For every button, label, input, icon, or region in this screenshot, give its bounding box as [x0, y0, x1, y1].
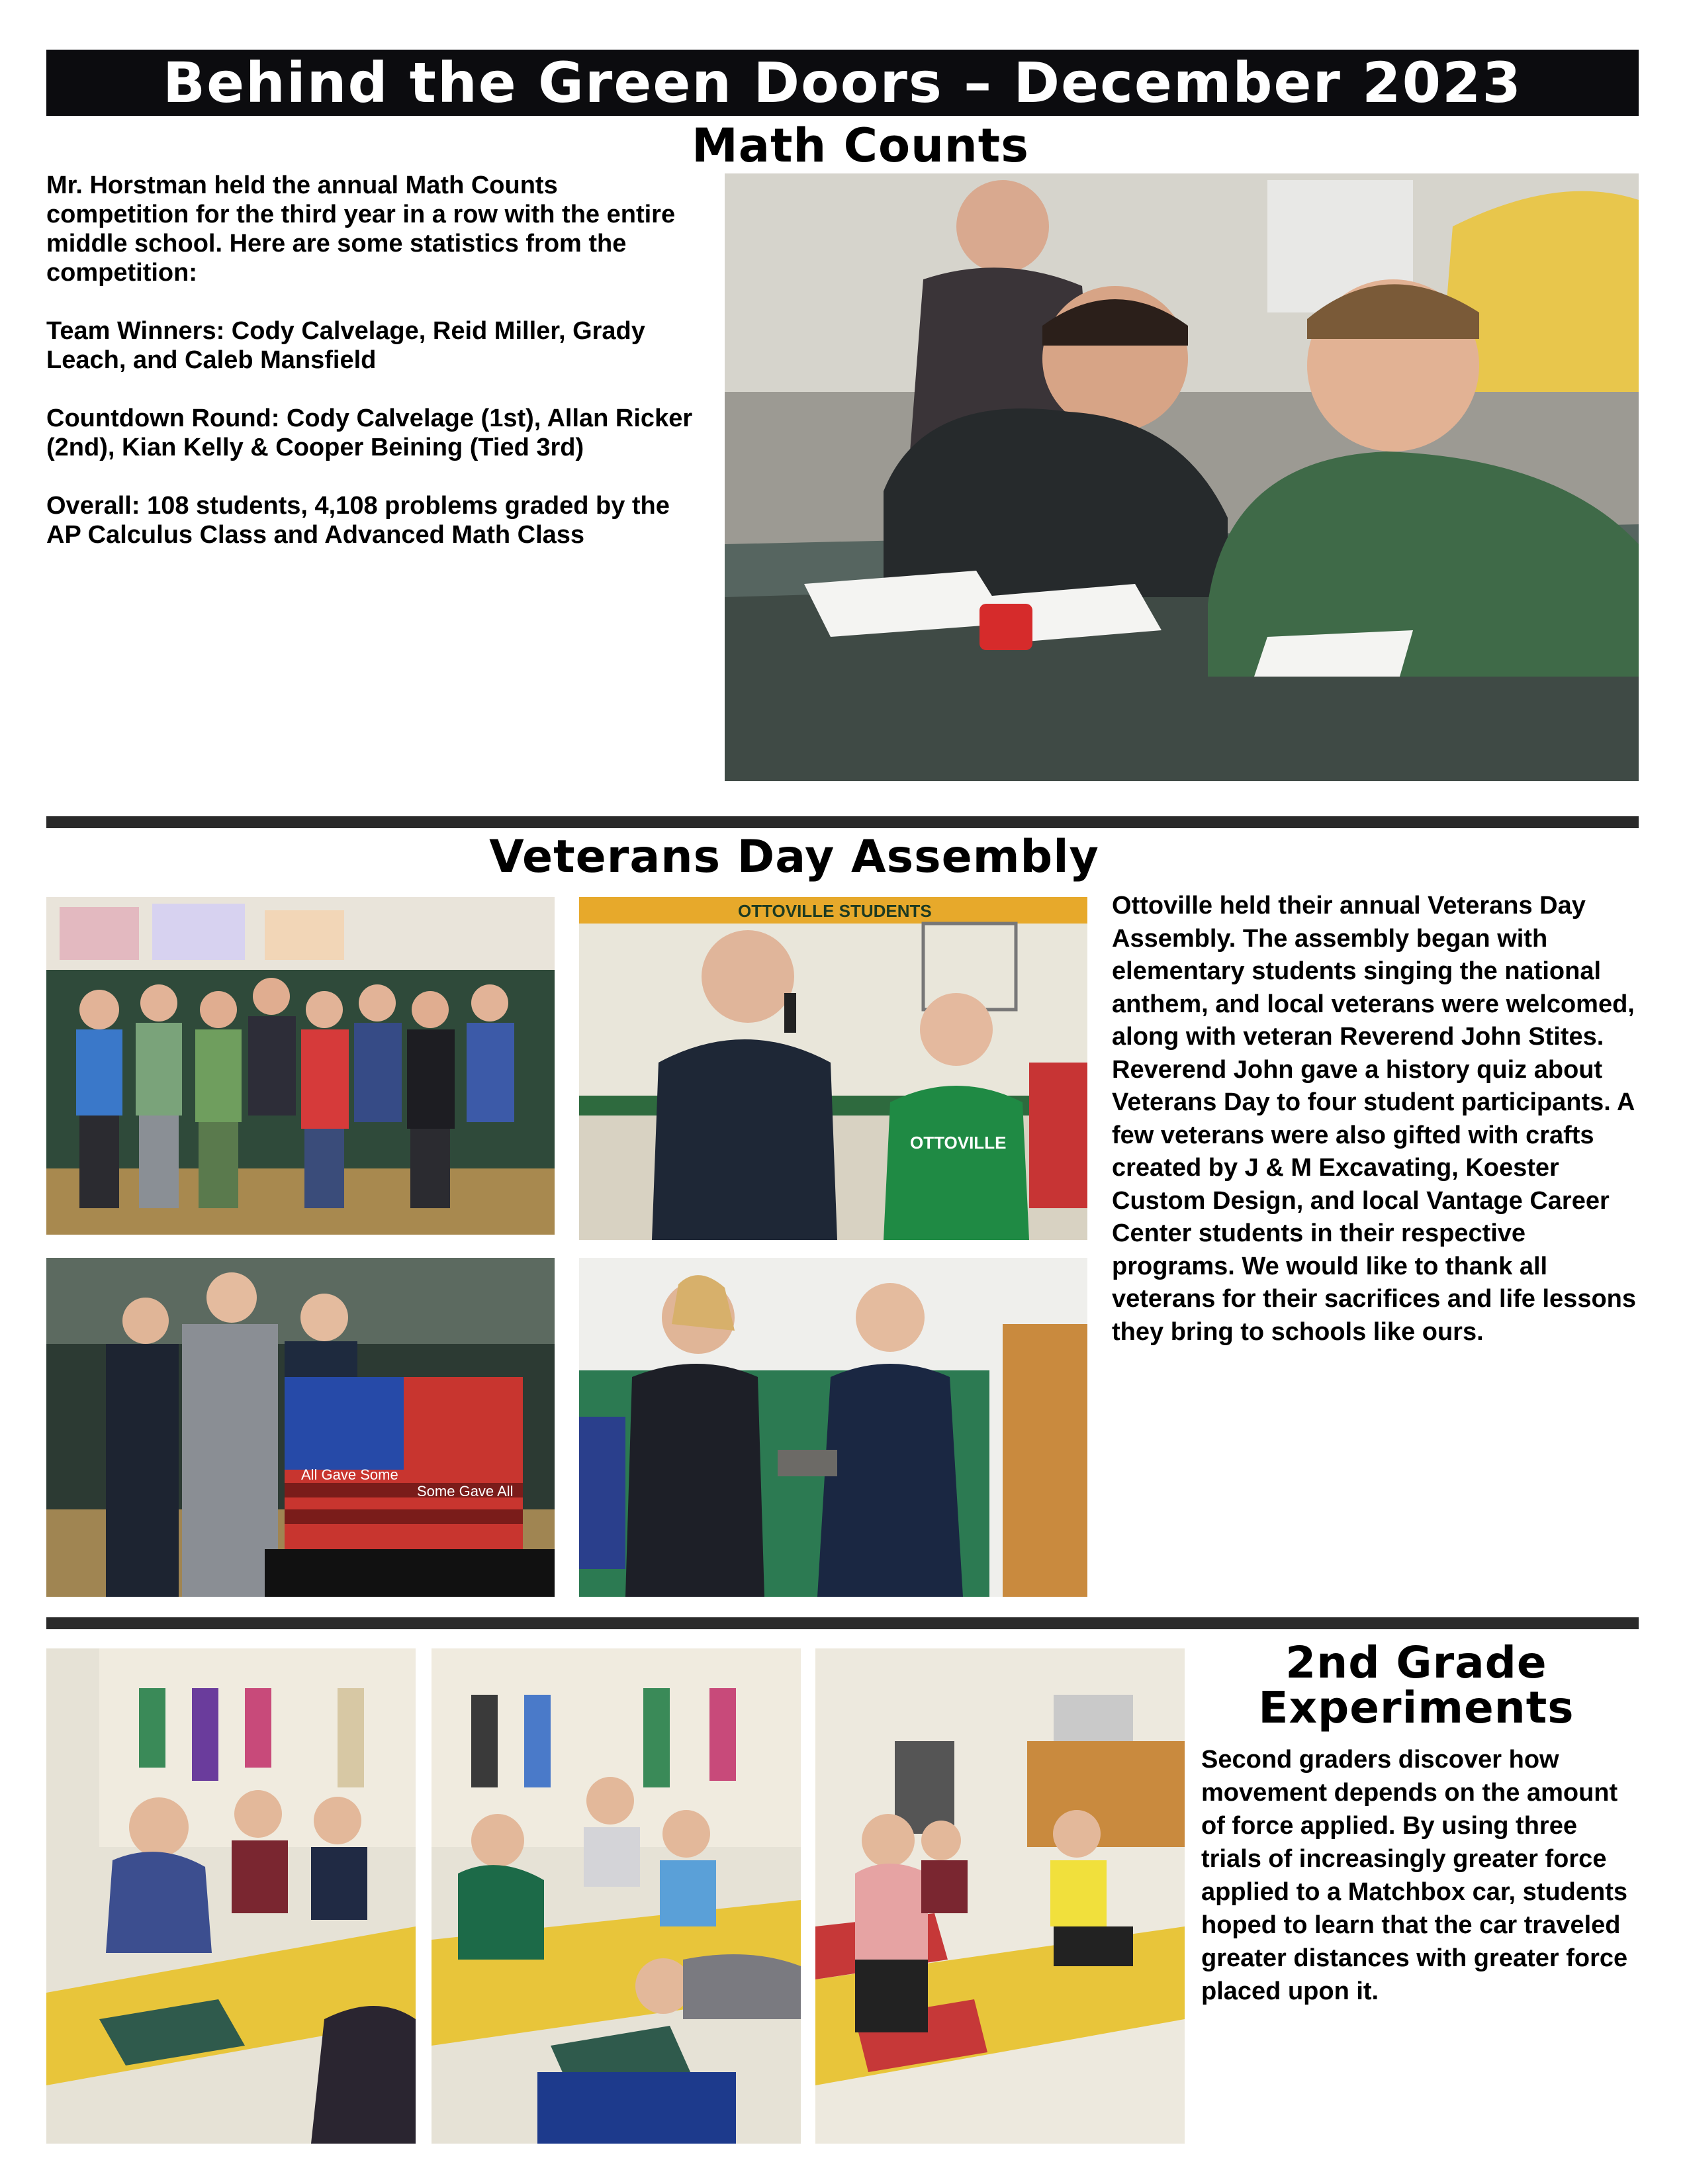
veterans-students-singing-photo: [46, 897, 555, 1235]
second-grade-heading-line1: 2nd Grade: [1285, 1637, 1547, 1688]
gym-sign-text: OTTOVILLE STUDENTS: [738, 901, 932, 921]
veterans-reverend-microphone-photo: [579, 897, 1087, 1240]
math-counts-countdown-round: Countdown Round: Cody Calvelage (1st), Allan Ricker (2nd), Kian Kelly & Cooper Beining (Tied 3rd): [46, 404, 693, 461]
flag-text-line1: All Gave Some: [301, 1466, 398, 1483]
veterans-gift-handoff-photo: [579, 1258, 1087, 1597]
math-counts-heading: Math Counts: [692, 119, 1029, 173]
math-counts-team-winners: Team Winners: Cody Calvelage, Reid Miller, Grady Leach, and Caleb Mansfield: [46, 317, 645, 374]
second-grade-text: Second graders discover how movement depends on the amount of force applied. By using three trials of increasingly greater force applied to a Matchbox car, students hoped to learn that the car traveled greater distances with greater force placed upon it.: [1201, 1746, 1628, 2005]
second-grade-photo-2: [432, 1648, 801, 2144]
veterans-flag-presentation-photo: [46, 1258, 555, 1597]
math-counts-intro: Mr. Horstman held the annual Math Counts competition for the third year in a row with the entire middle school. Here are some statistics from the competition:: [46, 171, 676, 287]
second-grade-photo-1: [46, 1648, 416, 2144]
section-divider-1: [46, 816, 1639, 828]
student-shirt-text: OTTOVILLE: [910, 1133, 1007, 1153]
second-grade-photo-3: [815, 1648, 1185, 2144]
math-counts-photo: [725, 173, 1639, 781]
section-divider-2: [46, 1617, 1639, 1629]
second-grade-heading-line2: Experiments: [1258, 1682, 1574, 1733]
newsletter-title: Behind the Green Doors – December 2023: [163, 50, 1522, 115]
math-counts-overall: Overall: 108 students, 4,108 problems graded by the AP Calculus Class and Advanced Math Class: [46, 492, 670, 549]
veterans-day-text: Ottoville held their annual Veterans Day Assembly. The assembly began with elementary students singing the national anthem, and local veterans were welcomed, along with veteran Reverend John Stites. Reverend John gave a history quiz about Veterans Day to four student participants. A few veterans were also gifted with crafts created by J & M Excavating, Koester Custom Design, and local Vantage Career Center students in their respective programs. We would like to thank all veterans for their sacrifices and life lessons they bring to schools like ours.: [1112, 892, 1637, 1346]
math-counts-text: [46, 171, 702, 549]
second-grade-heading: [1218, 1637, 1615, 1733]
flag-text-line2: Some Gave All: [417, 1483, 514, 1499]
newsletter-banner: [46, 50, 1639, 116]
veterans-day-heading: Veterans Day Assembly: [489, 831, 1099, 883]
